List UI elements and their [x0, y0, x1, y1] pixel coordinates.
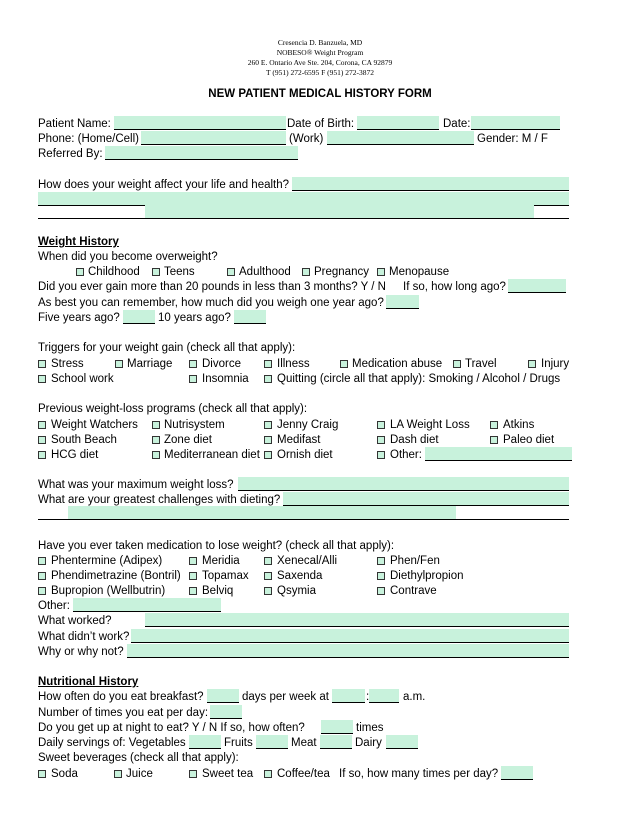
- zone-diet-checkbox[interactable]: [152, 436, 160, 444]
- paleo-diet-label: Paleo diet: [503, 434, 555, 446]
- quitting-checkbox[interactable]: [264, 375, 272, 383]
- breakfast-days-field[interactable]: [207, 689, 239, 703]
- la-weight-loss-label: LA Weight Loss: [390, 419, 470, 431]
- dob-label: Date of Birth:: [287, 118, 355, 130]
- worked-field[interactable]: [145, 613, 569, 627]
- la-weight-loss-checkbox[interactable]: [377, 421, 385, 429]
- beverage-frequency-field[interactable]: [501, 766, 533, 780]
- stress-label: Stress: [51, 358, 84, 370]
- nutrisystem-checkbox[interactable]: [152, 421, 160, 429]
- belviq-label: Belviq: [202, 585, 234, 597]
- home-phone-field[interactable]: [141, 131, 286, 145]
- marriage-checkbox[interactable]: [115, 360, 123, 368]
- challenges-underline: [38, 519, 569, 520]
- meals-field[interactable]: [210, 705, 242, 719]
- date-label: Date:: [443, 118, 471, 130]
- mediterranean-diet-label: Mediterranean diet: [164, 449, 260, 461]
- phen-fen-label: Phen/Fen: [390, 555, 440, 567]
- work-phone-field[interactable]: [327, 131, 474, 145]
- referred-label: Referred By:: [38, 148, 103, 160]
- vegetables-field[interactable]: [189, 735, 221, 749]
- travel-label: Travel: [465, 358, 497, 370]
- childhood-label: Childhood: [88, 266, 140, 278]
- worked-label: What worked?: [38, 615, 112, 627]
- school-work-checkbox[interactable]: [38, 375, 46, 383]
- meals-question: Number of times you eat per day:: [38, 707, 209, 719]
- dairy-field[interactable]: [386, 735, 418, 749]
- bupropion-label: Bupropion (Wellbutrin): [51, 585, 166, 597]
- paleo-diet-checkbox[interactable]: [490, 436, 498, 444]
- bupropion-checkbox[interactable]: [38, 587, 46, 595]
- challenges-field-2[interactable]: [68, 506, 456, 520]
- phen-fen-checkbox[interactable]: [377, 557, 385, 565]
- belviq-checkbox[interactable]: [189, 587, 197, 595]
- diethylpropion-label: Diethylpropion: [390, 570, 464, 582]
- dairy-label: Dairy: [355, 737, 382, 749]
- weight-affect-field-2[interactable]: [38, 192, 569, 206]
- times-label: times: [356, 722, 384, 734]
- gain-followup-label: If so, how long ago?: [403, 281, 506, 293]
- max-weight-field[interactable]: [238, 477, 569, 491]
- dash-diet-checkbox[interactable]: [377, 436, 385, 444]
- illness-label: Illness: [277, 358, 310, 370]
- five-years-field[interactable]: [123, 310, 155, 324]
- sweet-tea-label: Sweet tea: [202, 768, 254, 780]
- fruits-label: Fruits: [224, 737, 253, 749]
- other-program-field[interactable]: [425, 447, 572, 461]
- quitting-label: Quitting (circle all that apply): Smoking / Alcohol / Drugs: [277, 373, 561, 385]
- south-beach-label: South Beach: [51, 434, 117, 446]
- clinic-phones: T (951) 272-6595 F (951) 272-3872: [266, 68, 374, 77]
- program-name: NOBESO® Weight Program: [276, 48, 364, 57]
- gain-question: Did you ever gain more than 20 pounds in less than 3 months? Y / N: [38, 281, 386, 293]
- medifast-label: Medifast: [277, 434, 321, 446]
- nutritional-history-heading: Nutritional History: [38, 676, 139, 688]
- menopause-checkbox[interactable]: [377, 268, 385, 276]
- phentermine-label: Phentermine (Adipex): [51, 555, 163, 567]
- adulthood-checkbox[interactable]: [227, 268, 235, 276]
- pregnancy-label: Pregnancy: [314, 266, 369, 278]
- other-medication-label: Other:: [38, 600, 70, 612]
- saxenda-checkbox[interactable]: [264, 572, 272, 580]
- gender-label[interactable]: Gender: M / F: [477, 133, 548, 145]
- weight-affect-underline: [38, 218, 569, 219]
- childhood-checkbox[interactable]: [76, 268, 84, 276]
- stress-checkbox[interactable]: [38, 360, 46, 368]
- breakfast-minute-field[interactable]: [369, 689, 399, 703]
- weight-watchers-checkbox[interactable]: [38, 421, 46, 429]
- ten-years-field[interactable]: [234, 310, 266, 324]
- why-label: Why or why not?: [38, 646, 124, 658]
- challenges-field-1[interactable]: [283, 492, 569, 506]
- phendimetrazine-label: Phendimetrazine (Bontril): [51, 570, 181, 582]
- injury-label: Injury: [541, 358, 570, 370]
- jenny-craig-checkbox[interactable]: [264, 421, 272, 429]
- insomnia-checkbox[interactable]: [189, 375, 197, 383]
- weight-affect-field-3[interactable]: [145, 205, 534, 219]
- patient-name-label: Patient Name:: [38, 118, 111, 130]
- qsymia-checkbox[interactable]: [264, 587, 272, 595]
- other-program-checkbox[interactable]: [377, 451, 385, 459]
- meat-label: Meat: [291, 737, 317, 749]
- nutrisystem-label: Nutrisystem: [164, 419, 225, 431]
- weight-history-heading: Weight History: [38, 236, 119, 248]
- soda-checkbox[interactable]: [38, 770, 46, 778]
- doctor-name: Cresencia D. Banzuela, MD: [277, 38, 363, 47]
- sweet-beverages-question: Sweet beverages (check all that apply):: [38, 752, 239, 764]
- night-eating-question: Do you get up at night to eat? Y / N If so, how often?: [38, 722, 305, 734]
- diethylpropion-checkbox[interactable]: [377, 572, 385, 580]
- max-weight-question: What was your maximum weight loss?: [38, 479, 234, 491]
- coffee-tea-checkbox[interactable]: [264, 770, 272, 778]
- phone-label: Phone: (Home/Cell): [38, 133, 139, 145]
- didnt-work-field[interactable]: [131, 629, 569, 643]
- weight-watchers-label: Weight Watchers: [51, 419, 138, 431]
- challenges-question: What are your greatest challenges with dieting?: [38, 494, 281, 506]
- juice-label: Juice: [126, 768, 153, 780]
- breakfast-hour-field[interactable]: [332, 689, 365, 703]
- south-beach-checkbox[interactable]: [38, 436, 46, 444]
- zone-diet-label: Zone diet: [164, 434, 212, 446]
- illness-checkbox[interactable]: [264, 360, 272, 368]
- ten-years-label: 10 years ago?: [158, 312, 231, 324]
- phentermine-checkbox[interactable]: [38, 557, 46, 565]
- ornish-diet-checkbox[interactable]: [264, 451, 272, 459]
- clinic-address: 260 E. Ontario Ave Ste. 204, Corona, CA 92879: [247, 58, 393, 67]
- travel-checkbox[interactable]: [453, 360, 461, 368]
- saxenda-label: Saxenda: [277, 570, 323, 582]
- dob-field[interactable]: [357, 116, 439, 130]
- medication-heading: Have you ever taken medication to lose weight? (check all that apply):: [38, 540, 395, 552]
- one-year-question: As best you can remember, how much did you weigh one year ago?: [38, 297, 384, 309]
- five-years-label: Five years ago?: [38, 312, 120, 324]
- patient-name-field[interactable]: [114, 116, 286, 130]
- breakfast-question: How often do you eat breakfast?: [38, 691, 204, 703]
- overweight-question: When did you become overweight?: [38, 251, 218, 263]
- sweet-tea-checkbox[interactable]: [189, 770, 197, 778]
- pregnancy-checkbox[interactable]: [302, 268, 310, 276]
- divorce-label: Divorce: [202, 358, 241, 370]
- gain-how-long-field[interactable]: [508, 279, 566, 293]
- night-eating-field[interactable]: [321, 720, 353, 734]
- atkins-label: Atkins: [503, 419, 535, 431]
- jenny-craig-label: Jenny Craig: [277, 419, 339, 431]
- weight-affect-field-1[interactable]: [292, 177, 569, 191]
- menopause-label: Menopause: [389, 266, 450, 278]
- hcg-diet-label: HCG diet: [51, 449, 99, 461]
- contrave-label: Contrave: [390, 585, 437, 597]
- fruits-field[interactable]: [256, 735, 288, 749]
- why-field[interactable]: [127, 644, 569, 658]
- coffee-tea-label: Coffee/tea: [277, 768, 330, 780]
- hcg-diet-checkbox[interactable]: [38, 451, 46, 459]
- referred-field[interactable]: [105, 146, 298, 160]
- soda-label: Soda: [51, 768, 78, 780]
- medication-abuse-checkbox[interactable]: [340, 360, 348, 368]
- school-work-label: School work: [51, 373, 114, 385]
- medifast-checkbox[interactable]: [264, 436, 272, 444]
- work-phone-label: (Work): [289, 133, 324, 145]
- meridia-checkbox[interactable]: [189, 557, 197, 565]
- topamax-checkbox[interactable]: [189, 572, 197, 580]
- marriage-label: Marriage: [127, 358, 173, 370]
- atkins-checkbox[interactable]: [490, 421, 498, 429]
- teens-label: Teens: [164, 266, 195, 278]
- contrave-checkbox[interactable]: [377, 587, 385, 595]
- date-field[interactable]: [471, 116, 560, 130]
- triggers-heading: Triggers for your weight gain (check all that apply):: [38, 342, 296, 354]
- divorce-checkbox[interactable]: [189, 360, 197, 368]
- beverage-frequency-label: If so, how many times per day?: [339, 768, 499, 780]
- meat-field[interactable]: [320, 735, 352, 749]
- weight-affect-question: How does your weight affect your life and health?: [38, 179, 290, 191]
- teens-checkbox[interactable]: [152, 268, 160, 276]
- am-label: a.m.: [403, 691, 426, 703]
- mediterranean-diet-checkbox[interactable]: [152, 451, 160, 459]
- meridia-label: Meridia: [202, 555, 240, 567]
- phendimetrazine-checkbox[interactable]: [38, 572, 46, 580]
- other-program-label: Other:: [390, 449, 422, 461]
- medication-abuse-label: Medication abuse: [352, 358, 443, 370]
- days-per-week-label: days per week at: [242, 691, 329, 703]
- topamax-label: Topamax: [202, 570, 249, 582]
- injury-checkbox[interactable]: [528, 360, 536, 368]
- servings-vegetables-label: Daily servings of: Vegetables: [38, 737, 186, 749]
- adulthood-label: Adulthood: [239, 266, 291, 278]
- xenecal-checkbox[interactable]: [264, 557, 272, 565]
- other-medication-field[interactable]: [73, 598, 221, 612]
- programs-heading: Previous weight-loss programs (check all that apply):: [38, 403, 308, 415]
- dash-diet-label: Dash diet: [390, 434, 439, 446]
- form-title: NEW PATIENT MEDICAL HISTORY FORM: [208, 88, 432, 100]
- ornish-diet-label: Ornish diet: [277, 449, 333, 461]
- didnt-work-label: What didn’t work?: [38, 631, 130, 643]
- time-colon: :: [366, 691, 370, 703]
- insomnia-label: Insomnia: [202, 373, 249, 385]
- juice-checkbox[interactable]: [114, 770, 122, 778]
- one-year-weight-field[interactable]: [386, 295, 419, 309]
- qsymia-label: Qsymia: [277, 585, 316, 597]
- xenecal-label: Xenecal/Alli: [277, 555, 338, 567]
